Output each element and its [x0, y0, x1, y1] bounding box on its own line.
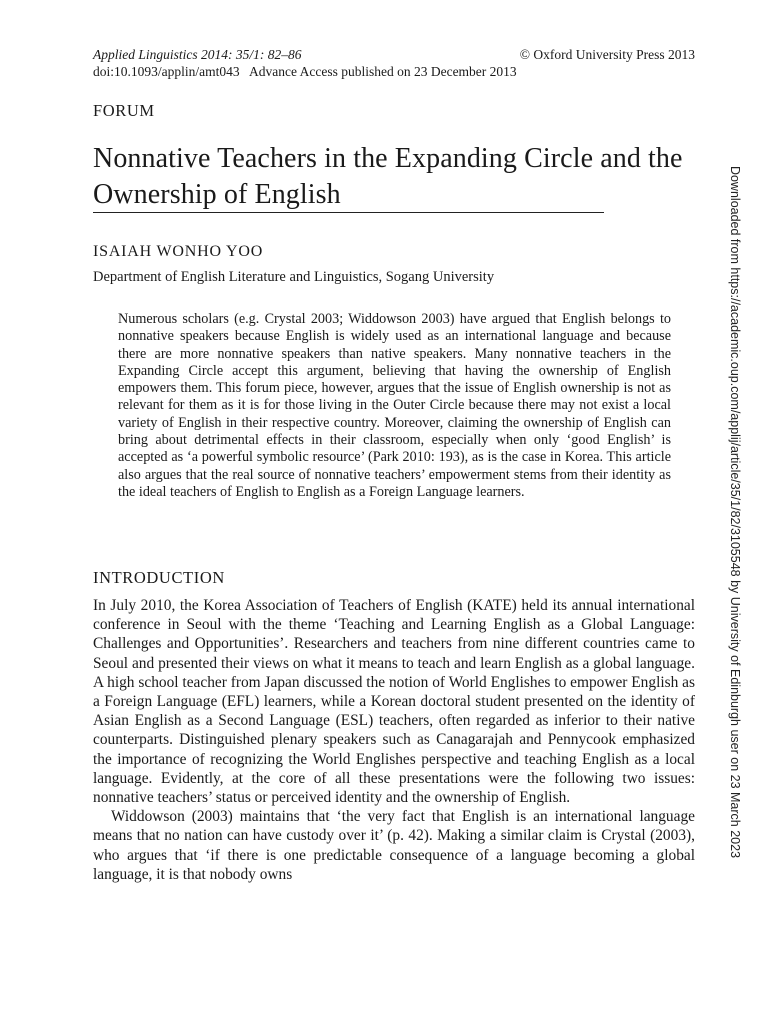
author-name: ISAIAH WONHO YOO	[93, 243, 264, 260]
introduction-heading: INTRODUCTION	[93, 568, 225, 587]
abstract: Numerous scholars (e.g. Crystal 2003; Widdowson 2003) have argued that English belongs to nonnative speakers because English is widely used as an international language and because there are more nonnative speakers than native speakers. Many nonnative teachers in the Expanding Circle accept this argument, believing that having the ownership of English empowers them. This forum piece, however, argues that the issue of English ownership is not as relevant for them as it is for those living in the Outer Circle because there may not exist a local variety of English in their respective country. Moreover, claiming the ownership of English can bring about detrimental effects in their classroom, especially when only ‘good English’ is accepted as ‘a powerful symbolic resource’ (Park 2010: 193), as is the case in Korea. This article also argues that the real source of nonnative teachers’ empowerment stems from their identity as the ideal teachers of English to English as a Foreign Language learners.	[118, 311, 671, 500]
body-paragraph: Widdowson (2003) maintains that ‘the very fact that English is an international language means that no nation can have custody over it’ (p. 42). Making a similar claim is Crystal (2003), who argues that ‘if there is one predictable consequence of a language becoming a global language, it is that nobody owns	[93, 808, 695, 883]
running-header-left	[93, 46, 517, 80]
doi-line: doi:10.1093/applin/amt043 Advance Access published on 23 December 2013	[93, 64, 517, 79]
introduction-body	[93, 596, 695, 884]
article-title: Nonnative Teachers in the Expanding Circle and the Ownership of English	[93, 143, 683, 210]
section-label: FORUM	[93, 101, 155, 120]
author-affiliation: Department of English Literature and Linguistics, Sogang University	[93, 269, 495, 285]
journal-citation: Applied Linguistics 2014: 35/1: 82–86	[93, 47, 302, 62]
body-paragraph: In July 2010, the Korea Association of Teachers of English (KATE) held its annual international conference in Seoul with the theme ‘Teaching and Learning English as a Global Language: Challenges and Opportunities’. Researchers and teachers from nine different countries came to Seoul and presented their views on what it means to teach and learn English as a global language. A high school teacher from Japan discussed the notion of World Englishes to empower English as a Foreign Language (EFL) learners, while a Korean doctoral student presented on the identity of Asian English as a Second Language (ESL) teachers, often regarded as inferior to their native counterparts. Distinguished plenary speakers such as Canagarajah and Pennycook emphasized the importance of recognizing the World Englishes perspective and teaching English as a local language. Evidently, at the core of all these presentations were the following two issues: nonnative teachers’ status or perceived identity and the ownership of English.	[93, 597, 695, 807]
copyright-notice: © Oxford University Press 2013	[519, 47, 695, 62]
title-divider	[93, 212, 604, 213]
download-watermark: Downloaded from https://academic.oup.com/applij/article/35/1/82/3105548 by University of Edinburgh user on 23 March 2023	[728, 165, 742, 859]
